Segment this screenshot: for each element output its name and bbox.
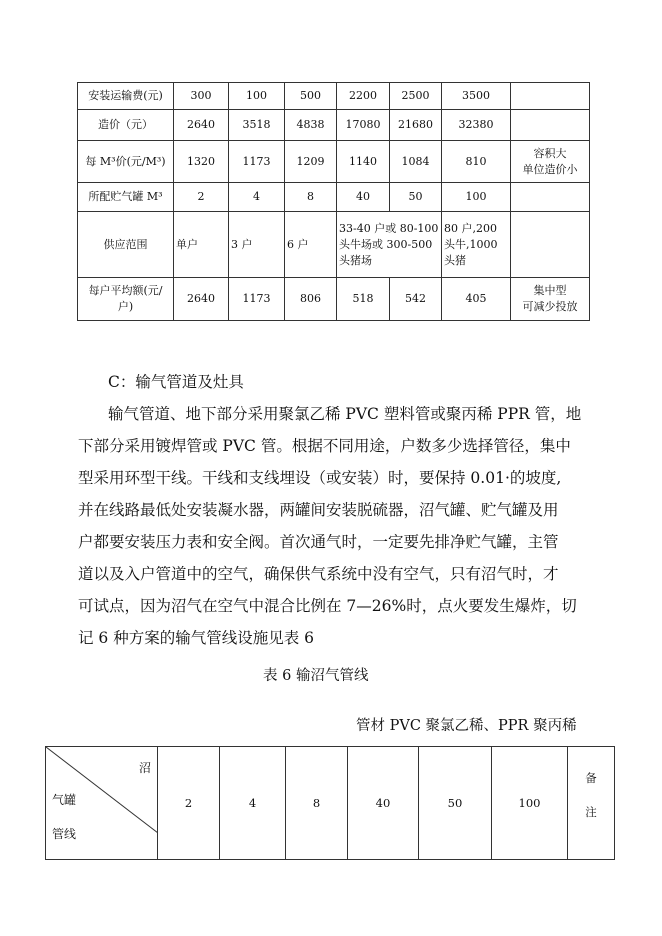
- table-cell: 80 户,200 头牛,1000 头猪: [442, 212, 511, 278]
- row-label: 每户平均额(元/ 户): [78, 278, 174, 321]
- table-cell: 4838: [285, 110, 337, 141]
- table-note: 容积大 单位造价小: [511, 141, 590, 183]
- diagonal-header-cell: [46, 747, 158, 860]
- paragraph-line: 记 6 种方案的输气管线设施见表 6: [78, 629, 315, 647]
- table-cell: 32380: [442, 110, 511, 141]
- table-row: [78, 183, 590, 212]
- table-cell: 8: [285, 183, 337, 212]
- table-cell: 1173: [229, 141, 285, 183]
- material-note: 管材 PVC 聚氯乙稀、PPR 聚丙稀: [356, 718, 577, 734]
- paragraph-line: 道以及入户管道中的空气，确保供气系统中没有空气，只有沼气时，才: [78, 565, 559, 583]
- paragraph-line: 型采用环型干线。干线和支线埋设（或安装）时，要保持 0.01·的坡度,: [78, 469, 562, 487]
- table-cell: 3518: [229, 110, 285, 141]
- table-cell: 1084: [390, 141, 442, 183]
- table-row: [78, 278, 590, 321]
- gas-pipeline-table: [45, 746, 615, 860]
- table-cell: 50: [390, 183, 442, 212]
- table-row: [78, 83, 590, 110]
- column-header: 100: [492, 747, 568, 860]
- table-cell: [511, 212, 590, 278]
- table-cell: 2: [174, 183, 229, 212]
- paragraph-line: 并在线路最低处安装凝水器，两罐间安装脱硫器，沼气罐、贮气罐及用: [78, 501, 559, 519]
- paragraph-line: 户都要安装压力表和安全阀。首次通气时，一定要先排净贮气罐，主管: [78, 533, 559, 551]
- table-cell: 3 户: [229, 212, 285, 278]
- column-header: 2: [158, 747, 220, 860]
- table-cell: 2200: [337, 83, 390, 110]
- remark-header: 备 注: [568, 747, 615, 860]
- table-cell: 4: [229, 183, 285, 212]
- table-cell: [511, 83, 590, 110]
- column-header: 50: [419, 747, 492, 860]
- table-cell: 2640: [174, 110, 229, 141]
- table-cell: 806: [285, 278, 337, 321]
- table-cell: 3500: [442, 83, 511, 110]
- table-cell: 405: [442, 278, 511, 321]
- row-label: 所配贮气罐 M³: [78, 183, 174, 212]
- table-note: 集中型 可减少投放: [511, 278, 590, 321]
- table-row: [78, 212, 590, 278]
- table-cell: 2640: [174, 278, 229, 321]
- table-cell: 542: [390, 278, 442, 321]
- table-cell: 17080: [337, 110, 390, 141]
- row-label: 每 M³价(元/M³): [78, 141, 174, 183]
- table-cell: 1209: [285, 141, 337, 183]
- table-cell: [511, 110, 590, 141]
- corner-label-mid: 气罐: [52, 793, 77, 807]
- table-cell: 2500: [390, 83, 442, 110]
- table-cell: 40: [337, 183, 390, 212]
- table-cell: 500: [285, 83, 337, 110]
- table-cell: 21680: [390, 110, 442, 141]
- corner-label-top: 沼: [138, 761, 151, 775]
- corner-label-bottom: 管线: [52, 827, 77, 841]
- table-cell: 1140: [337, 141, 390, 183]
- table-row: [46, 747, 615, 860]
- table-cell: 810: [442, 141, 511, 183]
- table-cell: 1173: [229, 278, 285, 321]
- paragraph-line: 可试点，因为沼气在空气中混合比例在 7—26%时，点火要发生爆炸，切: [78, 597, 577, 615]
- column-header: 4: [220, 747, 286, 860]
- column-header: 8: [286, 747, 348, 860]
- table-cell: 100: [229, 83, 285, 110]
- paragraph-line: 输气管道、地下部分采用聚氯乙稀 PVC 塑料管或聚丙稀 PPR 管，地: [108, 405, 582, 423]
- table-cell: 6 户: [285, 212, 337, 278]
- table-cell: 单户: [174, 212, 229, 278]
- table-caption: 表 6 输沼气管线: [263, 668, 369, 684]
- table-cell: 518: [337, 278, 390, 321]
- row-label: 供应范围: [78, 212, 174, 278]
- cost-comparison-table: [77, 82, 590, 321]
- table-row: [78, 110, 590, 141]
- table-cell: 300: [174, 83, 229, 110]
- table-row: [78, 141, 590, 183]
- paragraph-line: 下部分采用镀焊管或 PVC 管。根据不同用途，户数多少选择管径，集中: [78, 437, 571, 455]
- table-cell: 100: [442, 183, 511, 212]
- table-cell: 33-40 户或 80-100 头牛场或 300-500 头猪场: [337, 212, 442, 278]
- row-label: 安装运输费(元): [78, 83, 174, 110]
- table-cell: [511, 183, 590, 212]
- table-cell: 1320: [174, 141, 229, 183]
- row-label: 造价（元）: [78, 110, 174, 141]
- section-heading: C：输气管道及灶具: [108, 373, 244, 391]
- column-header: 40: [348, 747, 419, 860]
